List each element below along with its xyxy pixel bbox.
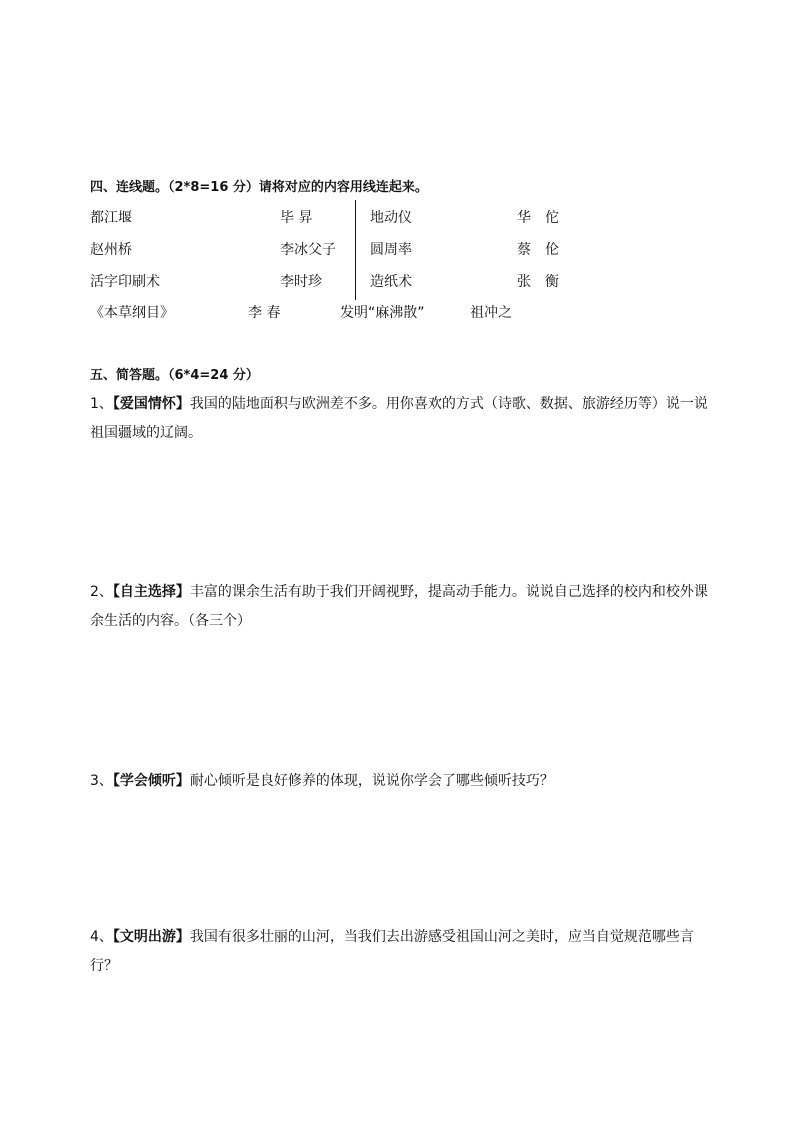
question-tag: 【文明出游】 <box>112 929 190 945</box>
match-right-person-1: 华 佗 <box>517 210 559 226</box>
match-last-4: 祖冲之 <box>470 305 512 321</box>
match-left-item-3: 活字印刷术 <box>90 274 160 290</box>
match-left-item-1: 都江堰 <box>90 210 132 226</box>
match-person-1: 毕 昇 <box>280 210 313 226</box>
question-number: 1、 <box>90 396 113 412</box>
section-4-title: 四、连线题。（2*8=16 分）请将对应的内容用线连起来。 <box>90 180 428 195</box>
question-text: 丰富的课余生活有助于我们开阔视野，提高动手能力。说说自己选择的校内和校外课余生活的内容。（各三个） <box>90 584 708 629</box>
match-right-person-2: 蔡 伦 <box>517 242 559 258</box>
match-last-3: 发明“麻沸散” <box>340 305 425 321</box>
match-right-item-2: 圆周率 <box>370 242 412 258</box>
question-number: 4、 <box>90 929 113 945</box>
question-2 <box>90 578 715 636</box>
question-text: 我国有很多壮丽的山河，当我们去出游感受祖国山河之美时，应当自觉规范哪些言行？ <box>90 929 694 974</box>
question-number: 3、 <box>90 773 113 789</box>
match-left-item-2: 赵州桥 <box>90 242 132 258</box>
question-tag: 【学会倾听】 <box>112 773 190 789</box>
match-last-1: 《本草纲目》 <box>90 305 174 321</box>
column-divider <box>355 200 356 300</box>
match-right-item-3: 造纸术 <box>370 274 412 290</box>
match-person-3: 李时珍 <box>280 274 322 290</box>
question-tag: 【自主选择】 <box>112 584 190 600</box>
match-person-2: 李冰父子 <box>280 242 336 258</box>
question-3 <box>90 767 715 796</box>
question-4 <box>90 923 715 981</box>
match-right-item-1: 地动仪 <box>370 210 412 226</box>
question-tag: 【爱国情怀】 <box>112 396 190 412</box>
question-text: 我国的陆地面积与欧洲差不多。用你喜欢的方式（诗歌、数据、旅游经历等）说一说祖国疆域的辽阔。 <box>90 396 708 441</box>
question-text: 耐心倾听是良好修养的体现，说说你学会了哪些倾听技巧？ <box>189 773 554 789</box>
match-right-person-3: 张 衡 <box>517 274 559 290</box>
section-5-title: 五、简答题。（6*4=24 分） <box>90 368 259 383</box>
question-1 <box>90 390 715 448</box>
match-last-2: 李 春 <box>248 305 281 321</box>
question-number: 2、 <box>90 584 113 600</box>
